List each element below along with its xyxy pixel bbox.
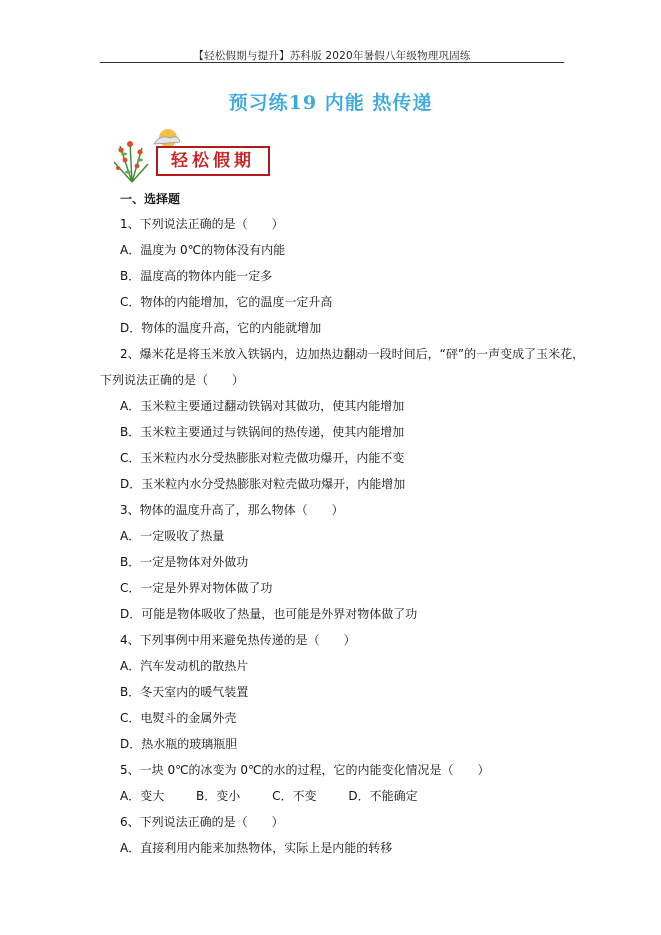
option-1a: A．温度为 0℃的物体没有内能 — [120, 243, 286, 257]
option-2a: A．玉米粒主要通过翻动铁锅对其做功，使其内能增加 — [120, 399, 405, 413]
option-4c: C．电熨斗的金属外壳 — [120, 711, 237, 725]
option-3c: C．一定是外界对物体做了功 — [120, 581, 273, 595]
option-5b: B．变小 — [196, 789, 241, 803]
option-2b: B．玉米粒主要通过与铁锅间的热传递，使其内能增加 — [120, 425, 405, 439]
option-3b: B．一定是物体对外做功 — [120, 555, 249, 569]
page-title: 预习练19 内能 热传递 — [228, 92, 433, 114]
question-5: 5、一块 0℃的冰变为 0℃的水的过程，它的内能变化情况是（ ） — [120, 763, 490, 777]
question-2-line-1: 2、爆米花是将玉米放入铁锅内，边加热边翻动一段时间后，“砰”的一声变成了玉米花， — [120, 347, 585, 361]
question-3: 3、物体的温度升高了，那么物体（ ） — [120, 503, 344, 517]
question-2-line-2: 下列说法正确的是（ ） — [100, 373, 245, 387]
question-6: 6、下列说法正确的是（ ） — [120, 815, 284, 829]
option-6a: A．直接利用内能来加热物体，实际上是内能的转移 — [120, 841, 393, 855]
page-header: 【轻松假期与提升】苏科版 2020年暑假八年级物理巩固练 — [193, 50, 471, 62]
option-1b: B．温度高的物体内能一定多 — [120, 269, 273, 283]
option-4b: B．冬天室内的暖气装置 — [120, 685, 249, 699]
logo — [110, 122, 270, 184]
option-1d: D．物体的温度升高，它的内能就增加 — [120, 321, 322, 335]
options-5 — [120, 788, 446, 804]
option-3a: A．一定吸收了热量 — [120, 529, 225, 543]
option-1c: C．物体的内能增加，它的温度一定升高 — [120, 295, 333, 309]
question-1: 1、下列说法正确的是（ ） — [120, 217, 284, 231]
option-5d: D．不能确定 — [348, 789, 418, 803]
logo-text: 轻松假期 — [156, 146, 270, 176]
option-5a: A．变大 — [120, 789, 165, 803]
option-5c: C．不变 — [272, 789, 317, 803]
option-2d: D．玉米粒内水分受热膨胀对粒壳做功爆开，内能增加 — [120, 477, 406, 491]
option-3d: D．可能是物体吸收了热量，也可能是外界对物体做了功 — [120, 607, 418, 621]
header-rule — [100, 62, 564, 63]
option-2c: C．玉米粒内水分受热膨胀对粒壳做功爆开，内能不变 — [120, 451, 405, 465]
section-heading: 一、选择题 — [120, 192, 181, 206]
option-4d: D．热水瓶的玻璃瓶胆 — [120, 737, 238, 751]
question-4: 4、下列事例中用来避免热传递的是（ ） — [120, 633, 356, 647]
option-4a: A．汽车发动机的散热片 — [120, 659, 249, 673]
